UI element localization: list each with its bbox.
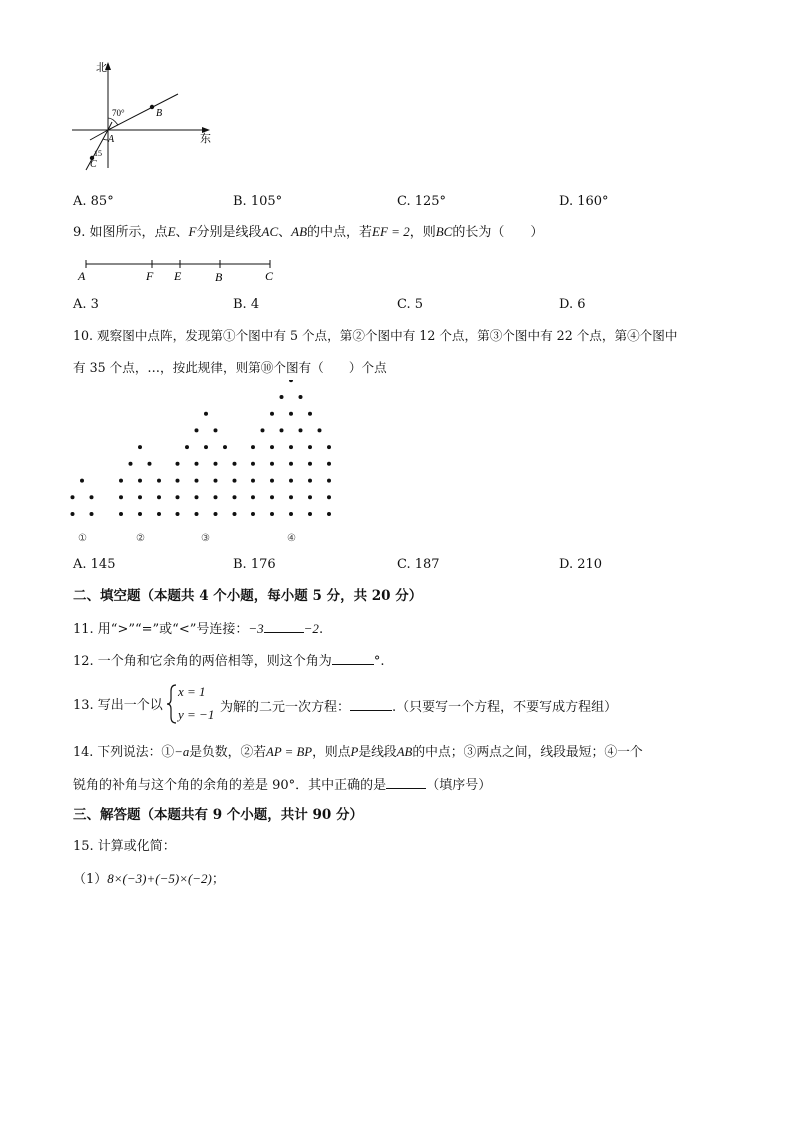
lattice-dot-fig4	[280, 395, 284, 399]
lattice-dot-fig4	[308, 445, 312, 449]
label-f: F	[146, 269, 154, 283]
lattice-dot-fig3	[176, 495, 180, 499]
lattice-dot-fig4	[270, 479, 274, 483]
lattice-dot-fig2	[138, 495, 142, 499]
lattice-dot-fig2	[119, 495, 123, 499]
east-label: 东	[200, 133, 211, 145]
q13-suffix: 为解的二元一次方程： .（只要写一个方程，不要写成方程组）	[220, 697, 617, 717]
lattice-dot-fig4	[251, 479, 255, 483]
angle-arc-70	[108, 118, 118, 125]
q9-option-d: D. 6	[559, 297, 586, 312]
q12-stem: 12. 一个角和它余角的两倍相等，则这个角为 °.	[73, 651, 384, 671]
lattice-dot-fig4	[270, 495, 274, 499]
q9-segment-figure	[70, 256, 290, 286]
q15-stem: 15. 计算或化简：	[73, 839, 176, 854]
lattice-dot-fig2	[157, 512, 161, 516]
lattice-dot-fig4	[327, 495, 331, 499]
lattice-dot-fig4	[327, 445, 331, 449]
q10-option-b: B. 176	[233, 557, 276, 572]
lattice-dot-fig3	[214, 462, 218, 466]
lattice-dot-fig4	[327, 462, 331, 466]
q8-option-b: B. 105°	[233, 194, 283, 209]
q11-stem: 11. 用“>”“=”或“<”号连接：−3 −2.	[73, 621, 324, 637]
q9-option-c: C. 5	[397, 297, 424, 312]
lattice-dot-fig2	[148, 462, 152, 466]
lattice-dot-fig4	[280, 428, 284, 432]
lattice-dot-fig4	[289, 495, 293, 499]
figure-2-label: ②	[136, 533, 145, 544]
q10-option-a: A. 145	[73, 557, 116, 572]
label-e: E	[174, 269, 182, 283]
q15-sub-1: （1）8×(−3)+(−5)×(−2)；	[73, 871, 225, 887]
lattice-dot-fig1	[80, 479, 84, 483]
q9-option-b: B. 4	[233, 297, 260, 312]
lattice-dot-fig4	[289, 412, 293, 416]
lattice-dot-fig4	[289, 512, 293, 516]
point-a-label: A	[108, 134, 115, 145]
lattice-dot-fig4	[289, 380, 293, 382]
lattice-dot-fig4	[327, 479, 331, 483]
lattice-dot-fig3	[214, 479, 218, 483]
lattice-dot-fig3	[223, 445, 227, 449]
lattice-dot-fig4	[270, 412, 274, 416]
label-a: A	[78, 269, 86, 283]
q10-stem-line-1: 10. 观察图中点阵，发现第①个图中有 5 个点，第②个图中有 12 个点，第③个图中有 22 个点，第④个图中	[73, 328, 678, 343]
lattice-dot-fig3	[195, 428, 199, 432]
lattice-dot-fig3	[176, 512, 180, 516]
lattice-dot-fig4	[251, 462, 255, 466]
q10-option-d: D. 210	[559, 557, 603, 572]
lattice-dot-fig1	[90, 512, 94, 516]
lattice-dot-fig3	[195, 479, 199, 483]
lattice-dot-fig3	[214, 512, 218, 516]
label-c: C	[265, 269, 274, 283]
lattice-dot-fig4	[308, 462, 312, 466]
lattice-dot-fig4	[261, 428, 265, 432]
q13-prefix: 13. 写出一个以	[73, 698, 163, 713]
q14-answer-blank[interactable]	[386, 775, 426, 789]
lattice-dot-fig1	[71, 512, 75, 516]
lattice-dot-fig3	[233, 479, 237, 483]
lattice-dot-fig2	[129, 462, 133, 466]
lattice-dot-fig1	[71, 495, 75, 499]
lattice-dot-fig4	[289, 462, 293, 466]
lattice-dot-fig3	[204, 412, 208, 416]
lattice-dot-fig4	[318, 428, 322, 432]
q10-stem-line-2: 有 35 个点，…，按此规律，则第⑩个图有（ ）个点	[73, 360, 387, 375]
lattice-dot-fig1	[90, 495, 94, 499]
lattice-dot-fig4	[270, 445, 274, 449]
lattice-dot-fig4	[308, 512, 312, 516]
q10-option-c: C. 187	[397, 557, 440, 572]
lattice-dot-fig4	[251, 445, 255, 449]
lattice-dot-fig3	[214, 495, 218, 499]
lattice-dot-fig2	[119, 479, 123, 483]
lattice-dot-fig3	[233, 462, 237, 466]
angle-70-label: 70°	[112, 108, 125, 118]
q8-option-c: C. 125°	[397, 194, 447, 209]
lattice-dot-fig4	[251, 512, 255, 516]
lattice-dot-fig3	[214, 428, 218, 432]
lattice-dot-fig3	[185, 445, 189, 449]
lattice-dot-fig4	[270, 462, 274, 466]
lattice-dot-fig4	[308, 495, 312, 499]
lattice-dot-fig4	[299, 395, 303, 399]
q9-stem: 9. 如图所示，点E、F分别是线段AC、AB的中点，若EF = 2，则BC的长为（ ）	[73, 224, 544, 240]
lattice-dot-fig3	[204, 445, 208, 449]
lattice-dot-fig2	[157, 479, 161, 483]
figure-1-label: ①	[78, 533, 87, 544]
lattice-dot-fig4	[308, 412, 312, 416]
section-2-title: 二、填空题（本题共 4 个小题，每小题 5 分，共 20 分）	[73, 588, 423, 604]
lattice-dot-fig4	[299, 428, 303, 432]
lattice-dot-fig2	[138, 479, 142, 483]
q13-equation-2: y = −1	[178, 707, 215, 722]
q14-line-2: 锐角的补角与这个角的余角的差是 90°．其中正确的是 （填序号）	[73, 775, 491, 795]
lattice-dot-fig4	[289, 479, 293, 483]
lattice-dot-fig2	[157, 495, 161, 499]
lattice-dot-fig3	[176, 479, 180, 483]
q8-option-a: A. 85°	[73, 194, 114, 209]
q10-dot-figure	[60, 380, 340, 550]
north-label: 北	[96, 62, 107, 74]
q9-option-a: A. 3	[73, 297, 99, 312]
lattice-dot-fig3	[176, 462, 180, 466]
lattice-dot-fig4	[308, 479, 312, 483]
lattice-dot-fig3	[233, 495, 237, 499]
point-b-dot	[150, 105, 154, 109]
lattice-dot-fig4	[289, 445, 293, 449]
q8-option-d: D. 160°	[559, 194, 609, 209]
q13-equation-1: x = 1	[178, 684, 206, 699]
lattice-dot-fig4	[251, 495, 255, 499]
angle-15-label: 15	[94, 149, 102, 158]
label-b: B	[215, 270, 223, 284]
lattice-dot-fig3	[233, 512, 237, 516]
figure-4-label: ④	[287, 533, 296, 544]
q12-answer-blank[interactable]	[332, 651, 374, 665]
lattice-dot-fig4	[270, 512, 274, 516]
figure-3-label: ③	[201, 533, 210, 544]
q14-line-1: 14. 下列说法：①−a是负数，②若AP = BP，则点P是线段AB的中点；③两点之间，线段最短；④一个	[73, 745, 643, 760]
q11-answer-blank[interactable]	[264, 619, 304, 633]
lattice-dot-fig2	[138, 512, 142, 516]
point-c-label: C	[90, 159, 97, 170]
lattice-dot-fig4	[327, 512, 331, 516]
section-3-title: 三、解答题（本题共有 9 个小题，共计 90 分）	[73, 807, 363, 823]
compass-figure	[60, 58, 220, 178]
brace-icon	[166, 683, 178, 725]
point-b-label: B	[156, 108, 163, 119]
lattice-dot-fig3	[195, 512, 199, 516]
lattice-dot-fig3	[195, 495, 199, 499]
lattice-dot-fig2	[119, 512, 123, 516]
lattice-dot-fig3	[195, 462, 199, 466]
lattice-dot-fig2	[138, 445, 142, 449]
q13-answer-blank[interactable]	[350, 697, 392, 711]
